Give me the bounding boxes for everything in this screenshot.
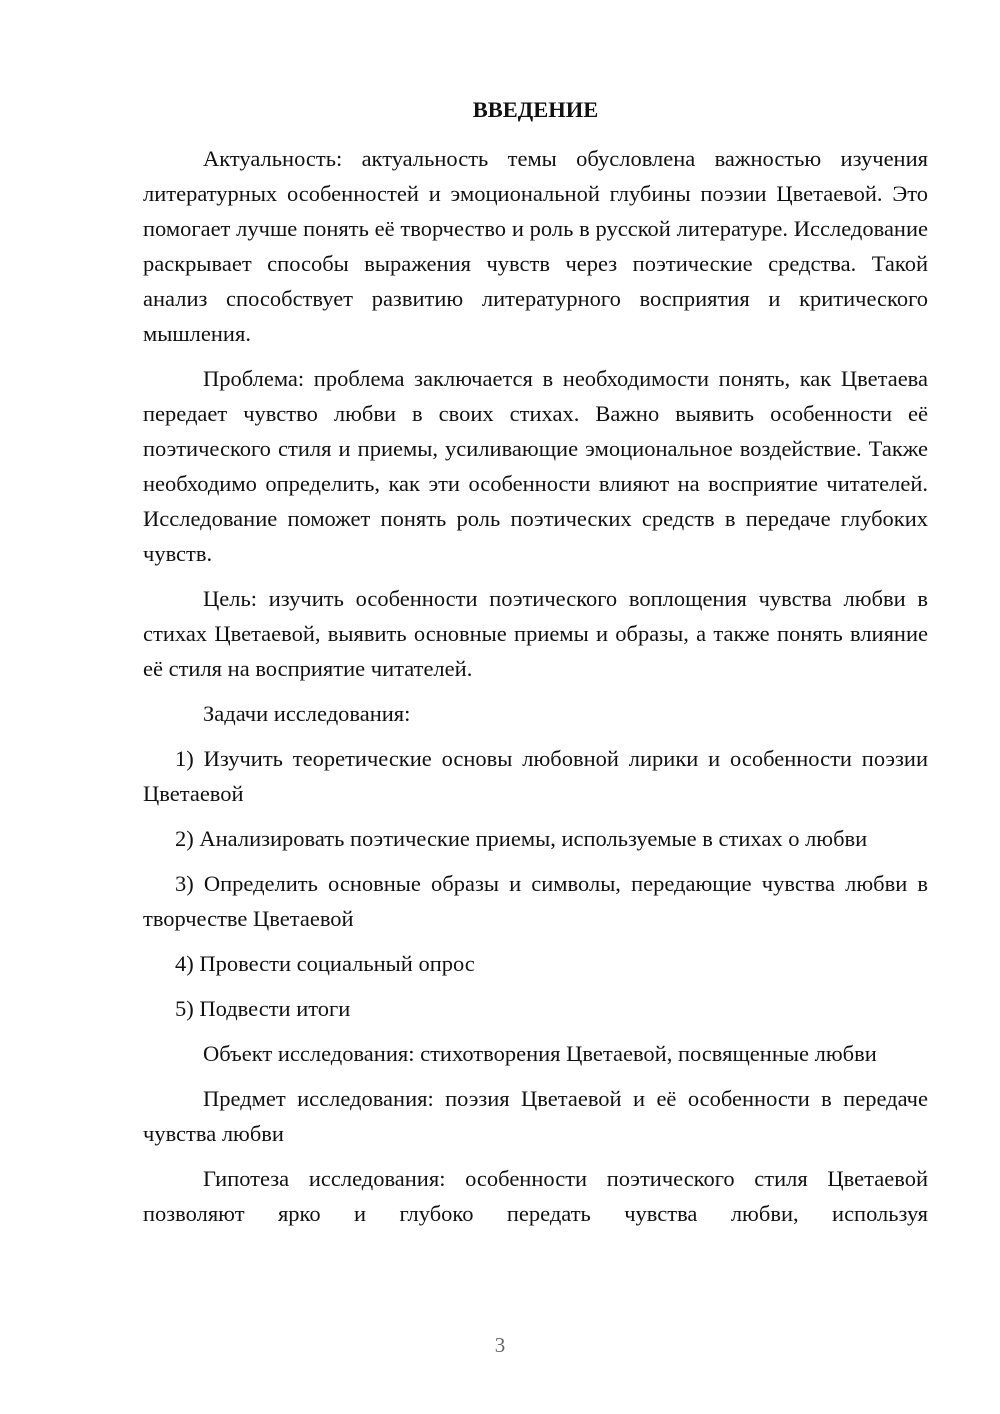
paragraph-relevance: Актуальность: актуальность темы обусловлена важностью изучения литературных особенностей и эмоциональной глубины поэзии Цветаевой. Это помогает лучше понять её творчество и роль в русской литературе. Исследование раскрывает способы выражения чувств через поэтические средства. Такой анализ способствует развитию литературного восприятия и критического мышления. [143,146,928,346]
paragraph-hypothesis: Гипотеза исследования: особенности поэтического стиля Цветаевой позволяют ярко и глубоко передать чувства любви, используя [143,1166,928,1226]
paragraph-tasks-heading: Задачи исследования: [203,701,411,726]
task-item-1: 1) Изучить теоретические основы любовной лирики и особенности поэзии Цветаевой [143,746,928,806]
section-heading: ВВЕДЕНИЕ [472,97,599,122]
task-item-5: 5) Подвести итоги [175,996,351,1021]
paragraph-goal: Цель: изучить особенности поэтического воплощения чувства любви в стихах Цветаевой, выявить основные приемы и образы, а также понять влияние её стиля на восприятие читателей. [143,586,928,681]
task-item-3: 3) Определить основные образы и символы, передающие чувства любви в творчестве Цветаевой [143,871,928,931]
task-item-4: 4) Провести социальный опрос [175,951,475,976]
document-page [143,92,928,1241]
paragraph-subject: Предмет исследования: поэзия Цветаевой и её особенности в передаче чувства любви [143,1086,928,1146]
task-item-2: 2) Анализировать поэтические приемы, используемые в стихах о любви [175,826,868,851]
paragraph-problem: Проблема: проблема заключается в необходимости понять, как Цветаева передает чувство любви в своих стихах. Важно выявить особенности её поэтического стиля и приемы, усиливающие эмоциональное воздействие. Также необходимо определить, как эти особенности влияют на восприятие читателей. Исследование поможет понять роль поэтических средств в передаче глубоких чувств. [143,366,928,566]
paragraph-object: Объект исследования: стихотворения Цветаевой, посвященные любви [203,1041,877,1066]
page-number: 3 [494,1333,506,1357]
